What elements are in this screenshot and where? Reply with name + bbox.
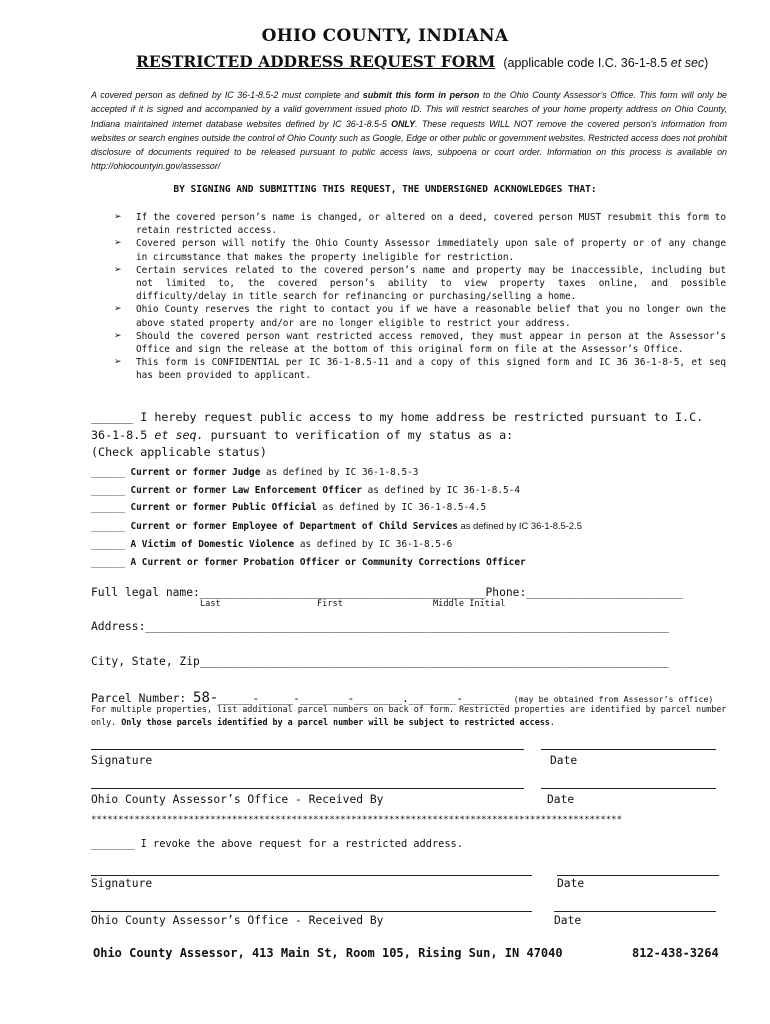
list-item: ➢ This form is CONFIDENTIAL per IC 36-1-8.5-11 and a copy of this signed form and IC 36 36-1-8-5, et seq has been provided to applicant. (114, 357, 726, 382)
status-option-probation-officer: ______ A Current or former Probation Officer or Community Corrections Officer (91, 556, 526, 568)
form-title-line (136, 52, 708, 71)
status-blank[interactable]: ______ (91, 556, 125, 568)
address-field[interactable]: Address:_____________________________________________________________________________ (91, 620, 670, 633)
footer-phone: 812-438-3264 (632, 946, 719, 960)
request-checkbox-blank[interactable]: ______ (91, 410, 134, 424)
arrow-bullet-icon: ➢ (114, 330, 122, 341)
intro-paragraph: A covered person as defined by IC 36-1-8.5-2 must complete and submit this form in person to the Ohio County Assessor’s Office. This form will only be accepted if it is signed and accompanied by a valid government issued photo ID. This will restrict searches of your home property address on Ohio County, Indiana maintained internet database websites defined by IC 36-1-8.5-5 ONLY. These requests WILL NOT remove the covered person’s information from websites or search engines outside the control of Ohio County such as Google, Edge or other public or government websites. Restricted access does not prohibit disclosure of documents required to be released pursuant to public access laws, subpoena or court order. Information on this process is available on http://ohiocountyin.gov/assessor/ (91, 90, 727, 172)
revoke-date-line[interactable] (557, 875, 719, 876)
revoke-date-label: Date (557, 877, 585, 890)
parcel-number-field[interactable]: Parcel Number: 58-_____-_____-_______-_______._______-______ (may be obtained from Assessor’s office) (91, 690, 714, 706)
list-item: ➢ Ohio County reserves the right to contact you if we have a reasonable belief that you no longer own the above stated property and/or are no longer eligible to restrict your address. (114, 304, 726, 329)
date-line[interactable] (541, 749, 716, 750)
received-date-line[interactable] (541, 788, 716, 789)
form-title: RESTRICTED ADDRESS REQUEST FORM (136, 52, 496, 71)
star-separator: ************************************************************************************************** (91, 815, 623, 825)
status-blank[interactable]: ______ (91, 502, 125, 514)
name-sub-middle: Middle Initial (433, 599, 506, 609)
revoke-request[interactable]: _______ I revoke the above request for a restricted address. (91, 838, 463, 850)
revoke-received-by-label: Ohio County Assessor’s Office - Received By (91, 914, 384, 927)
revoke-received-date-line[interactable] (554, 911, 716, 912)
status-option-law-enforcement: ______ Current or former Law Enforcement Officer as defined by IC 36-1-8.5-4 (91, 484, 520, 496)
list-item: ➢ Covered person will notify the Ohio County Assessor immediately upon sale of property or of any change in circumstance that makes the property ineligible for restriction. (114, 238, 726, 263)
arrow-bullet-icon: ➢ (114, 238, 122, 249)
signature-line[interactable] (91, 749, 524, 750)
status-option-public-official: ______ Current or former Public Official as defined by IC 36-1-8.5-4.5 (91, 502, 487, 514)
list-item: ➢ Certain services related to the covered person’s name and property may be inaccessible, including but not limited to, the covered person’s ability to view property taxes online, and possible difficulty/delay in title search for refinancing or purchasing/selling a home. (114, 264, 726, 303)
name-sub-last: Last (200, 599, 221, 609)
acknowledgement-list (114, 211, 726, 383)
arrow-bullet-icon: ➢ (114, 264, 122, 275)
revoke-signature-line[interactable] (91, 875, 532, 876)
status-blank[interactable]: ______ (91, 538, 125, 550)
list-item: ➢ If the covered person’s name is changed, or altered on a deed, covered person MUST resubmit this form to retain restricted access. (114, 212, 726, 237)
arrow-bullet-icon: ➢ (114, 212, 122, 222)
parcel-multiple-note: For multiple properties, list additional parcel numbers on back of form. Restricted properties are identified by parcel number only. Only those parcels identified by a parcel number will be subject to restricted access. (91, 704, 727, 727)
footer-address: Ohio County Assessor, 413 Main St, Room 105, Rising Sun, IN 47040 (93, 946, 563, 960)
signature-label: Signature (91, 754, 153, 767)
status-option-domestic-violence: ______ A Victim of Domestic Violence as defined by IC 36-1-8.5-6 (91, 538, 453, 550)
status-blank[interactable]: ______ (91, 467, 125, 478)
received-date-label: Date (547, 793, 575, 806)
check-applicable-status: (Check applicable status) (91, 445, 267, 459)
arrow-bullet-icon: ➢ (114, 357, 122, 368)
received-by-line[interactable] (91, 788, 524, 789)
name-sub-first: First (317, 599, 343, 609)
date-label: Date (550, 754, 578, 767)
full-legal-name-field[interactable]: Full legal name:__________________________________________Phone:_______________________ (91, 586, 683, 599)
status-blank[interactable]: ______ (91, 521, 125, 533)
city-state-zip-field[interactable]: City, State, Zip_____________________________________________________________________ (91, 655, 670, 668)
request-statement: ______ I hereby request public access to my home address be restricted pursuant to I.C. 36-1-8.5 et seq. pursuant to verification of my status as a: (Check applicable status) (91, 410, 704, 459)
arrow-bullet-icon: ➢ (114, 304, 122, 315)
revoke-received-line[interactable] (91, 911, 532, 912)
status-option-child-services: ______ Current or former Employee of Department of Child Services as defined by IC 36-1-8.5-2.5 (91, 520, 582, 533)
county-title: OHIO COUNTY, INDIANA (261, 26, 509, 46)
status-option-judge: ______ Current or former Judge as defined by IC 36-1-8.5-3 (91, 467, 419, 478)
acknowledgement-heading: BY SIGNING AND SUBMITTING THIS REQUEST, THE UNDERSIGNED ACKNOWLEDGES THAT: (173, 184, 597, 195)
received-by-label: Ohio County Assessor’s Office - Received By (91, 793, 384, 806)
status-options (91, 464, 731, 571)
revoke-received-date-label: Date (554, 914, 582, 927)
applicable-code: (applicable code I.C. 36-1-8.5 et sec) (503, 56, 709, 70)
status-blank[interactable]: ______ (91, 484, 125, 496)
list-item: ➢ Should the covered person want restricted access removed, they must appear in person at the Assessor’s Office and sign the release at the bottom of this original form on file at the Assessor’s Office. (114, 330, 726, 356)
revoke-signature-label: Signature (91, 877, 153, 890)
